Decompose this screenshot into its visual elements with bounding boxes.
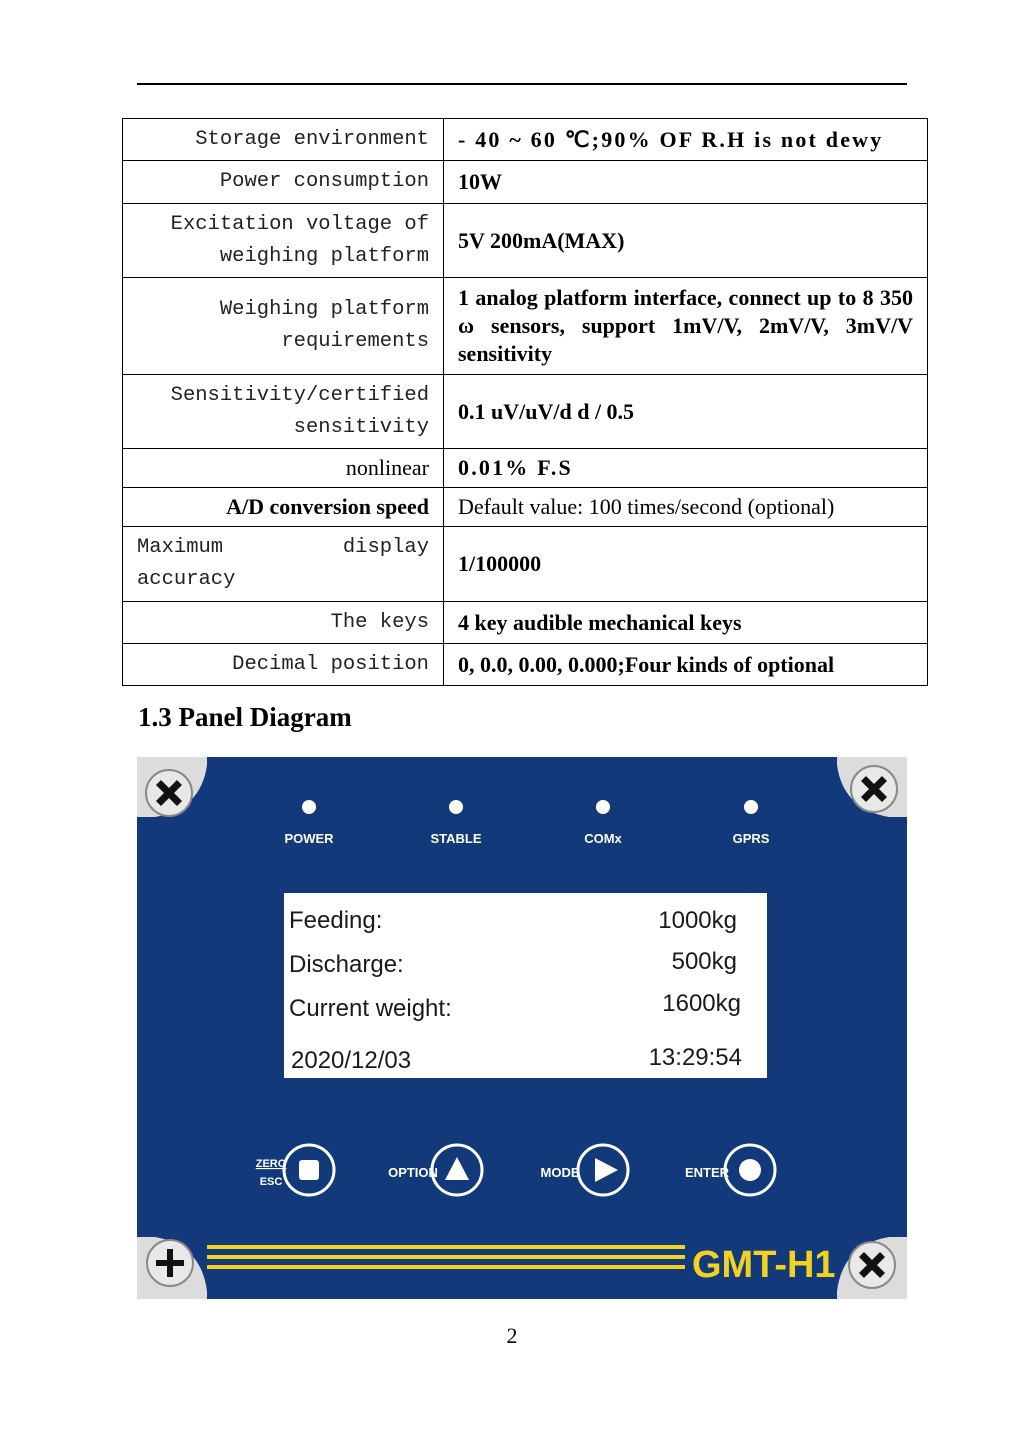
accent-stripes	[207, 1245, 685, 1269]
display-label: Current weight:	[289, 995, 452, 1022]
display-value: 1600kg	[662, 990, 741, 1017]
key-label-option: OPTION	[388, 1165, 438, 1180]
display-label: Discharge:	[289, 951, 404, 978]
table-row	[123, 119, 928, 161]
spec-label: Storage environment	[123, 119, 444, 161]
spec-value: 0.01% F.S	[444, 449, 928, 488]
spec-label: Weighing platform requirements	[123, 278, 444, 375]
stripe	[207, 1265, 685, 1269]
stripe	[207, 1245, 685, 1249]
table-row	[123, 204, 928, 278]
key-label-esc: ESC	[259, 1176, 283, 1188]
circle-dot-icon	[739, 1159, 761, 1181]
square-stop-icon	[299, 1160, 319, 1180]
spec-value: 5V 200mA(MAX)	[444, 204, 928, 278]
power-led	[302, 800, 316, 814]
spec-value: 1/100000	[444, 527, 928, 602]
table-row	[123, 375, 928, 449]
spec-label: Sensitivity/certified sensitivity	[123, 375, 444, 449]
spec-label: Power consumption	[123, 161, 444, 204]
indicator-label: STABLE	[430, 831, 482, 846]
spec-value: - 40 ~ 60 ℃;90% OF R.H is not dewy	[444, 119, 928, 161]
display-time: 13:29:54	[648, 1044, 742, 1071]
spec-value: 10W	[444, 161, 928, 204]
model-logo: GMT-H1	[692, 1244, 836, 1286]
spec-value: Default value: 100 times/second (optional)	[444, 488, 928, 527]
spec-label: Decimal position	[123, 644, 444, 686]
spec-label: The keys	[123, 602, 444, 644]
spec-value: 1 analog platform interface, connect up to 8 350 ω sensors, support 1mV/V, 2mV/V, 3mV/V sensitivity	[444, 278, 928, 375]
table-row	[123, 602, 928, 644]
indicator-label: GPRS	[732, 831, 770, 846]
screw-icon	[851, 766, 897, 812]
display-date: 2020/12/03	[291, 1047, 412, 1074]
indicator-label: POWER	[284, 831, 334, 846]
indicator-label: COMx	[584, 831, 622, 846]
comx-led	[596, 800, 610, 814]
key-label-zero: ZERO	[255, 1158, 287, 1170]
page-number: 2	[506, 1323, 518, 1348]
table-row	[123, 161, 928, 204]
display-value: 1000kg	[658, 907, 737, 934]
table-row	[123, 488, 928, 527]
section-heading: 1.3 Panel Diagram	[138, 702, 352, 732]
spec-value: 0.1 uV/uV/d d / 0.5	[444, 375, 928, 449]
spec-label: Excitation voltage of weighing platform	[123, 204, 444, 278]
spec-label: A/D conversion speed	[123, 488, 444, 527]
key-label-enter: ENTER	[684, 1165, 730, 1180]
table-row	[123, 449, 928, 488]
display-label: Feeding:	[289, 907, 383, 934]
table-row	[123, 527, 928, 602]
table-row	[123, 278, 928, 375]
spec-value: 4 key audible mechanical keys	[444, 602, 928, 644]
spec-label: nonlinear	[123, 449, 444, 488]
screw-icon	[146, 770, 192, 816]
spec-value: 0, 0.0, 0.00, 0.000;Four kinds of optional	[444, 644, 928, 686]
gprs-led	[744, 800, 758, 814]
spec-label: Maximum display accuracy	[123, 527, 444, 602]
stable-led	[449, 800, 463, 814]
screw-icon	[849, 1242, 895, 1288]
display-value: 500kg	[671, 948, 737, 975]
panel-diagram	[137, 757, 907, 1299]
stripe	[207, 1255, 685, 1259]
screw-icon	[147, 1240, 193, 1286]
spec-table	[122, 118, 928, 686]
key-label-mode: MODE	[540, 1165, 580, 1180]
table-row	[123, 644, 928, 686]
header-rule	[137, 83, 907, 85]
